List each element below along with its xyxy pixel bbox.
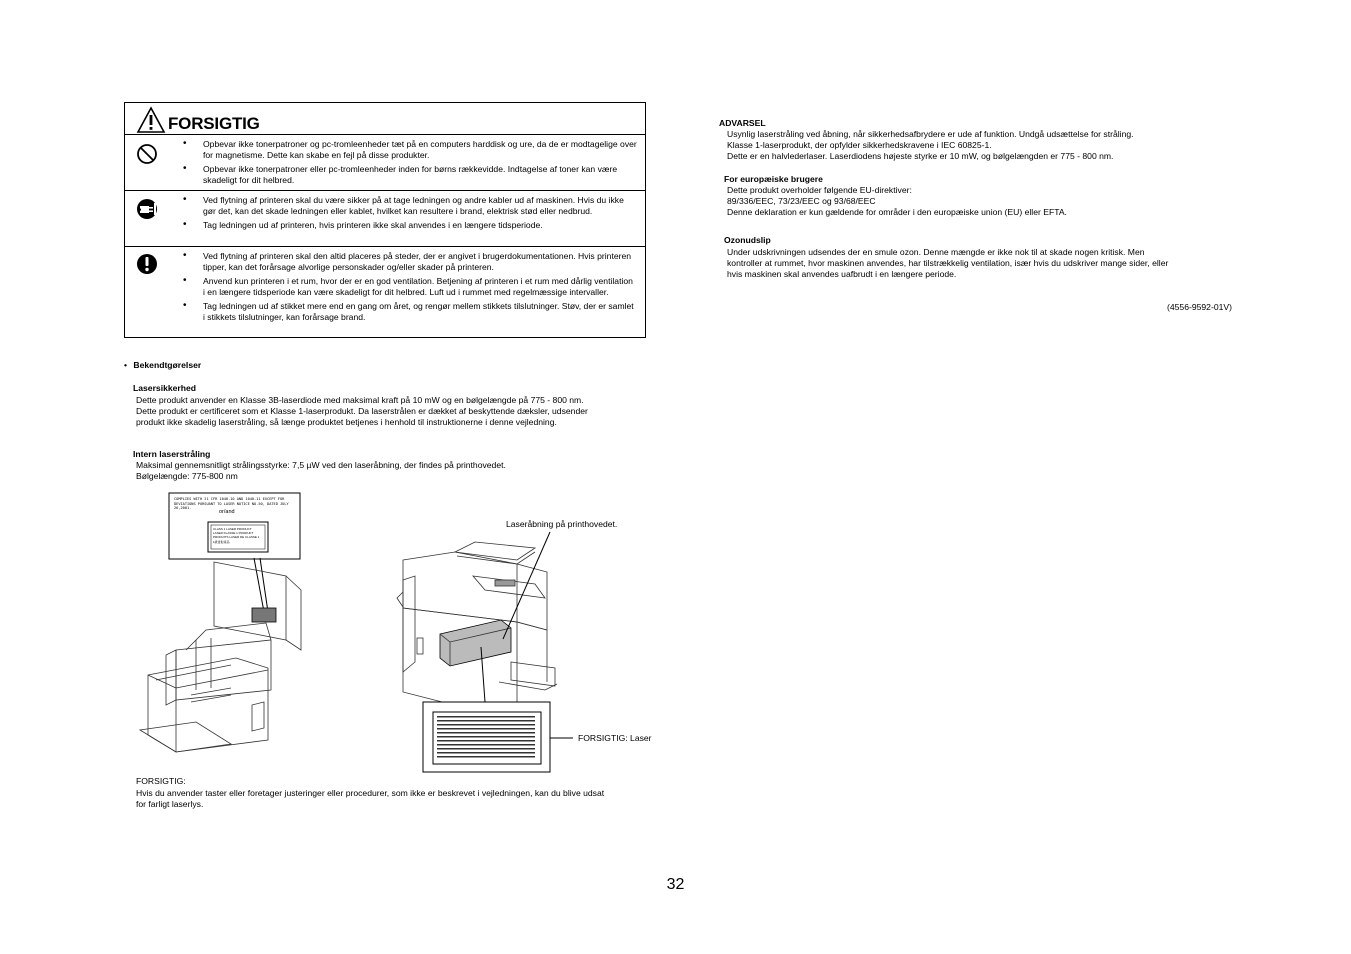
- section-bullet: •: [124, 360, 128, 370]
- label-line: LASER KLASSE 1 PRODUKT: [213, 531, 254, 536]
- label-line: COMPLIES WITH 21 CFR 1040.10 AND 1040.11 EXCEPT FOR: [174, 497, 285, 501]
- warning-text: Usynlig laserstråling ved åbning, når sikkerhedsafbrydere er ude af funktion. Undgå udsættelse for stråling. Klasse 1-laserprodukt, der opfylder sikkerhedskravene i IEC 60825-1. Dette er en halvlederlaser. Laserdiodens højeste styrke er 10 mW, og bølgelængden er 775 - 800 nm.: [727, 129, 1134, 161]
- list-item: • Ved flytning af printeren skal du være sikker på at tage ledningen og andre kabler ud af maskinen. Hvis du ikke gør det, kan det skade ledningen eller kablet, hvilket kan resultere i brand, elektrisk stød eller nedbrud.: [183, 195, 637, 216]
- mfp-printer-illustration: [395, 512, 585, 774]
- label-or-and: or/and: [219, 509, 235, 515]
- list-item: • Opbevar ikke tonerpatroner eller pc-tromleenheder inden for børns rækkevidde. Indtagelse af toner kan være skadeligt for dit helbred.: [183, 164, 637, 185]
- list-item: • Ved flytning af printeren skal den altid placeres på steder, der er angivet i brugerdokumentationen. Hvis printeren tipper, kan det forårsage alvorlige personskader og/eller skader på printeren.: [183, 251, 637, 272]
- caution-list: [183, 195, 637, 235]
- laser-safety-heading: Lasersikkerhed: [133, 383, 197, 393]
- label-line: PRODUITS LASER DE CLASSE 1: [213, 535, 260, 540]
- section-heading: [124, 360, 201, 371]
- list-item: • Tag ledningen ud af printeren, hvis printeren ikke skal anvendes i en længere tidsperiode.: [183, 220, 637, 231]
- list-item: • Anvend kun printeren i et rum, hvor der er en god ventilation. Betjening af printeren i et rum med dårlig ventilation i en længere tidsperiode kan være skadeligt for dit helbred. Luft ud i rummet med regelmæssige intervaller.: [183, 276, 637, 297]
- caution-title: FORSIGTIG: [168, 114, 260, 133]
- label-class-text: [213, 527, 265, 544]
- caution-list: [183, 251, 637, 327]
- eu-users-heading: For europæiske brugere: [724, 174, 823, 184]
- eu-users-text: Dette produkt overholder følgende EU-direktiver: 89/336/EEC, 73/23/EEC og 93/68/EEC Denne deklaration er kun gældende for områder i den europæiske union (EU) eller EFTA.: [727, 185, 1067, 217]
- caution-row-placement: [125, 247, 645, 339]
- warning-heading: ADVARSEL: [719, 118, 766, 128]
- warning-triangle-icon: [136, 106, 166, 134]
- document-code: (4556-9592-01V): [1167, 302, 1232, 312]
- prohibition-icon: [136, 143, 158, 165]
- caution-list: [183, 139, 637, 189]
- caution-row-storage: [125, 135, 645, 191]
- label-line: 1級雷射產品: [213, 539, 230, 544]
- laser-safety-text: Dette produkt anvender en Klasse 3B-laserdiode med maksimal kraft på 10 mW og en bølgelængde på 775 - 800 nm. Dette produkt er certificeret som et Klasse 1-laserprodukt. Da laserstrålen er dækket af beskyttende dæksler, udsender produkt ikke skadelig laserstråling, så længe produktet betjenes i henhold til instruktionerne i denne vejledning.: [136, 395, 588, 427]
- section-title: Bekendtgørelser: [133, 360, 202, 370]
- caution-row-unplug: [125, 191, 645, 247]
- caution-header: [125, 103, 645, 135]
- list-item: • Opbevar ikke tonerpatroner og pc-tromleenheder tæt på en computers harddisk og ure, da de er modtagelige over for magnetisme. Dette kan skabe en fejl på disse produkter.: [183, 139, 637, 160]
- page-number: 32: [666, 876, 685, 893]
- internal-laser-text: Maksimal gennemsnitligt strålingsstyrke: 7,5 µW ved den laseråbning, der findes på printhovedet. Bølgelængde: 775-800 nm: [136, 460, 506, 481]
- list-item: • Tag ledningen ud af stikket mere end en gang om året, og rengør mellem stikkets tilslutninger. Støv, der er samlet i stikkets tilslutninger, kan forårsage brand.: [183, 301, 637, 322]
- label-line: CLASS 1 LASER PRODUCT: [213, 527, 252, 531]
- caution-table: [124, 102, 646, 338]
- callout-caution-laser: FORSIGTIG: Laser: [578, 733, 652, 743]
- caution-footer-text: Hvis du anvender taster eller foretager justeringer eller procedurer, som ikke er beskrevet i vejledningen, kan du blive udsat for farligt laserlys.: [136, 788, 605, 809]
- caution-footer-label: FORSIGTIG:: [136, 776, 186, 786]
- internal-laser-heading: Intern laserstråling: [133, 449, 211, 459]
- unplug-icon: [136, 198, 160, 220]
- exclamation-icon: [136, 253, 158, 275]
- callout-laser-aperture: Laseråbning på printhovedet.: [506, 519, 618, 529]
- ozone-heading: Ozonudslip: [724, 235, 771, 245]
- label-line: DEVIATIONS PURSUANT TO LASER NOTICE NO.50, DATED JULY 26,2001.: [174, 501, 289, 511]
- ozone-text: Under udskrivningen udsendes der en smule ozon. Denne mængde er ikke nok til at skade nogen kritisk. Men kontroller at rummet, hvor maskinen anvendes, har tilstrækkelig ventilation, især hvis du udskriver mange sider, eller hvis maskinen skal anvendes uafbrudt i en længere periode.: [727, 247, 1169, 279]
- label-compliance-text: [174, 497, 302, 511]
